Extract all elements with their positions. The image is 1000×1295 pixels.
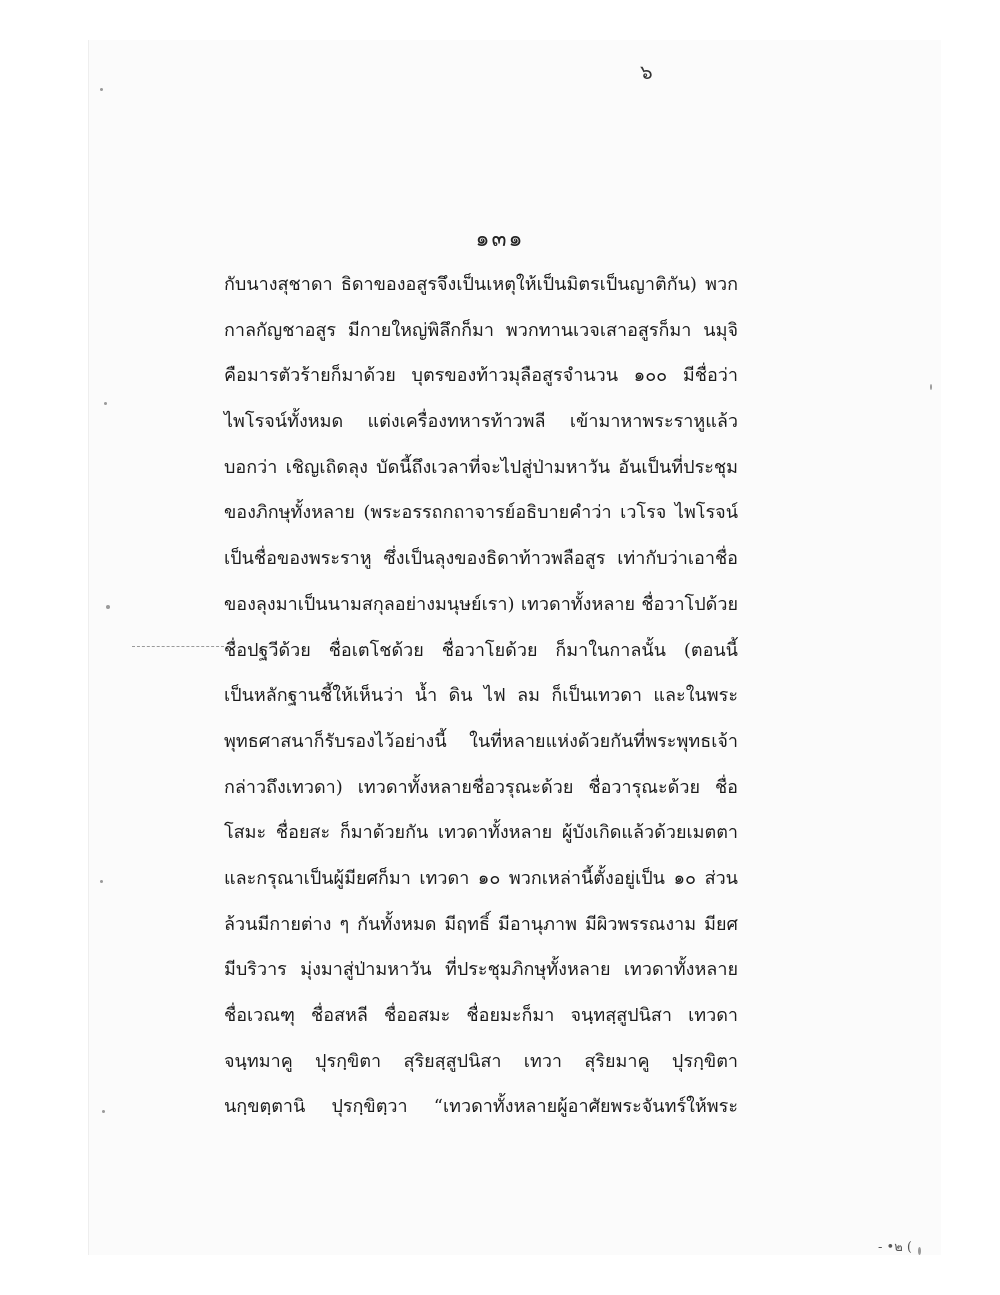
scan-speck	[106, 605, 110, 609]
text-line: ไพโรจน์ทั้งหมด แต่งเครื่องทหารท้าวพลี เข้ามาหาพระราหูแล้ว	[224, 411, 738, 433]
page-number: ๑๓๑	[475, 227, 525, 252]
scan-speck	[930, 384, 932, 390]
text-line: กล่าวถึงเทวดา) เทวดาทั้งหลายชื่อวรุณะด้วย ชื่อวารุณะด้วย ชื่อ	[224, 776, 738, 798]
text-line: บอกว่า เชิญเถิดลุง บัดนี้ถึงเวลาที่จะไปสู่ป่ามหาวัน อันเป็นที่ประชุม	[224, 456, 738, 478]
scan-artifact-line	[132, 646, 224, 647]
text-line: เป็นหลักฐานชี้ให้เห็นว่า น้ำ ดิน ไฟ ลม ก็เป็นเทวดา และในพระ	[224, 685, 738, 707]
text-line: ของภิกษุทั้งหลาย (พระอรรถกถาจารย์อธิบายคำว่า เวโรจ ไพโรจน์	[224, 502, 738, 524]
scan-speck	[100, 88, 103, 91]
text-line: ชื่อเวณฑุ ชื่อสหลี ชื่ออสมะ ชื่อยมะก็มา จนฺทสฺสูปนิสา เทวดา	[224, 1005, 738, 1026]
text-line: และกรุณาเป็นผู้มียศก็มา เทวดา ๑๐ พวกเหล่านี้ตั้งอยู่เป็น ๑๐ ส่วน	[224, 867, 738, 889]
scan-speck	[918, 1247, 921, 1255]
text-line: นกฺขตฺตานิ ปุรกฺขิตฺวา “เทวดาทั้งหลายผู้อาศัยพระจันทร์ให้พระ	[224, 1096, 738, 1118]
text-line: คือมารตัวร้ายก็มาด้วย บุตรของท้าวมุลือสูรจำนวน ๑๐๐ มีชื่อว่า	[224, 365, 738, 387]
text-line: กาลกัญชาอสูร มีกายใหญ่พิลึกก็มา พวกทานเวจเสาอสูรก็มา นมุจิ	[224, 319, 738, 341]
scan-speck	[104, 402, 107, 405]
text-line: เป็นชื่อของพระราหู ซึ่งเป็นลุงของธิดาท้าวพลือสูร เท่ากับว่าเอาชื่อ	[224, 548, 738, 570]
text-line: โสมะ ชื่อยสะ ก็มาด้วยกัน เทวดาทั้งหลาย ผู้บังเกิดแล้วด้วยเมตตา	[224, 822, 738, 844]
scan-speck	[102, 1110, 105, 1113]
text-line: ล้วนมีกายต่าง ๆ กันทั้งหมด มีฤทธิ์ มีอานุภาพ มีผิวพรรณงาม มียศ	[224, 913, 738, 935]
text-line: มีบริวาร มุ่งมาสู่ป่ามหาวัน ที่ประชุมภิกษุทั้งหลาย เทวดาทั้งหลาย	[224, 959, 738, 981]
top-handwritten-mark: ๖	[640, 60, 653, 84]
bottom-scan-mark: - •๒ (	[878, 1240, 912, 1255]
text-line: จนฺทมาคู ปุรกฺขิตา สุริยสฺสูปนิสา เทวา สุริยมาคู ปุรกฺขิตา	[224, 1050, 738, 1072]
text-line: ชื่อปฐวีด้วย ชื่อเตโชด้วย ชื่อวาโยด้วย ก็มาในกาลนั้น (ตอนนี้	[224, 639, 738, 661]
body-text	[224, 262, 738, 1130]
text-line: พุทธศาสนาก็รับรองไว้อย่างนี้ ในที่หลายแห่งด้วยกันที่พระพุทธเจ้า	[224, 730, 738, 752]
scan-speck	[100, 880, 103, 883]
text-line: ของลุงมาเป็นนามสกุลอย่างมนุษย์เรา) เทวดาทั้งหลาย ชื่อวาโปด้วย	[224, 593, 738, 615]
text-line: กับนางสุชาดา ธิดาของอสูรจึงเป็นเหตุให้เป็นมิตรเป็นญาติกัน) พวก	[224, 274, 738, 295]
